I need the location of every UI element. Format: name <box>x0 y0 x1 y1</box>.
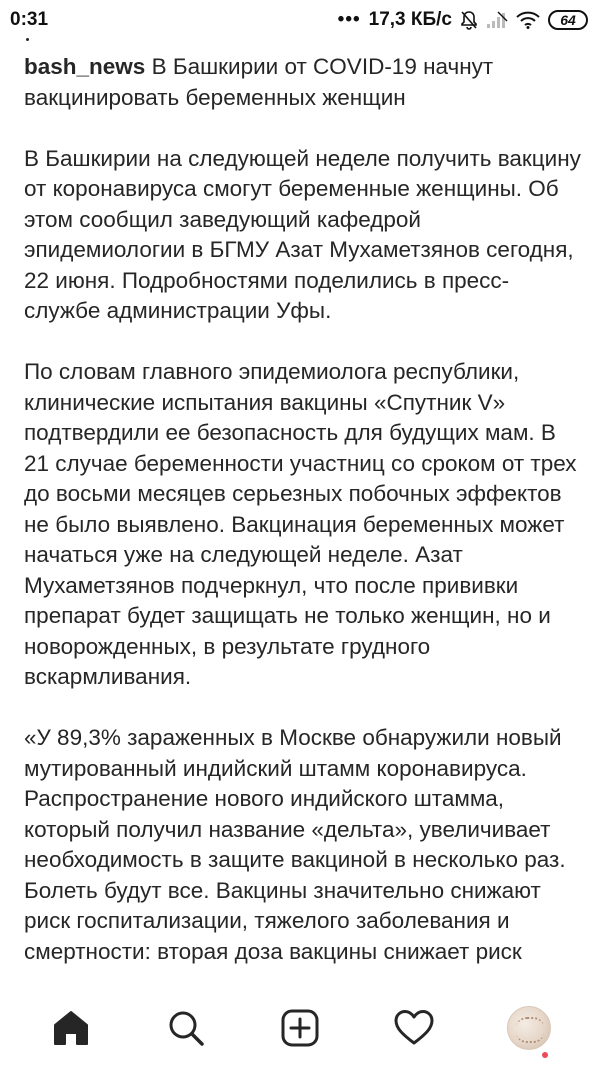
top-dot <box>26 38 29 41</box>
new-post-icon <box>280 1008 320 1048</box>
profile-avatar <box>507 1006 551 1050</box>
signal-icon <box>486 11 508 29</box>
bottom-navigation <box>0 990 600 1065</box>
post-title: В Башкирии от COVID-19 начнут вакцинировать беременных женщин <box>24 54 494 110</box>
mute-bell-icon <box>460 10 478 30</box>
caption-paragraph-1: В Башкирии на следующей неделе получить вакцину от коронавируса смогут беременные женщины. Об этом сообщил заведующий кафедрой эпидемиологии в БГМУ Азат Мухаметзянов сегодня, 22 июня. Подробностями поделились в пресс-службе администрации Уфы. <box>24 145 581 323</box>
activity-heart-icon <box>393 1008 435 1048</box>
home-icon <box>51 1008 91 1048</box>
nav-home[interactable] <box>41 998 101 1058</box>
post-caption <box>24 52 584 998</box>
status-time: 0:31 <box>10 9 49 30</box>
nav-profile[interactable] <box>499 998 559 1058</box>
caption-heading <box>24 52 584 113</box>
network-speed: 17,3 КБ/с <box>368 9 452 30</box>
nav-new-post[interactable] <box>270 998 330 1058</box>
caption-paragraph-2: По словам главного эпидемиолога республики, клинические испытания вакцины «Спутник V» подтвердили ее безопасность для будущих мам. В 21 случае беременности участниц со сроком от трех до восьми месяцев серьезных побочных эффектов не было выявлено. Вакцинация беременных может начаться уже на следующей неделе. Азат Мухаметзянов подчеркнул, что после прививки препарат будет защищать не только женщин, но и новорожденных, в результате грудного вскармливания. <box>24 359 577 689</box>
notification-dot <box>542 1052 548 1058</box>
status-bar <box>0 0 600 40</box>
nav-activity[interactable] <box>384 998 444 1058</box>
battery-icon: 64 <box>548 10 588 30</box>
nav-search[interactable] <box>156 998 216 1058</box>
search-icon <box>166 1008 206 1048</box>
post-username[interactable]: bash_news <box>24 54 146 79</box>
status-right <box>338 9 588 31</box>
more-notifications-icon: ••• <box>337 9 361 30</box>
wifi-icon <box>516 11 540 29</box>
caption-paragraph-3: «У 89,3% зараженных в Москве обнаружили новый мутированный индийский штамм коронавируса. Распространение нового индийского штамма, который получил название «дельта», увеличивает необходимость в защите вакциной в несколько раз. Болеть будут все. Вакцины значительно снижают риск госпитализации, тяжелого заболевания и смертности: вторая доза вакцины снижает риск <box>24 725 566 964</box>
